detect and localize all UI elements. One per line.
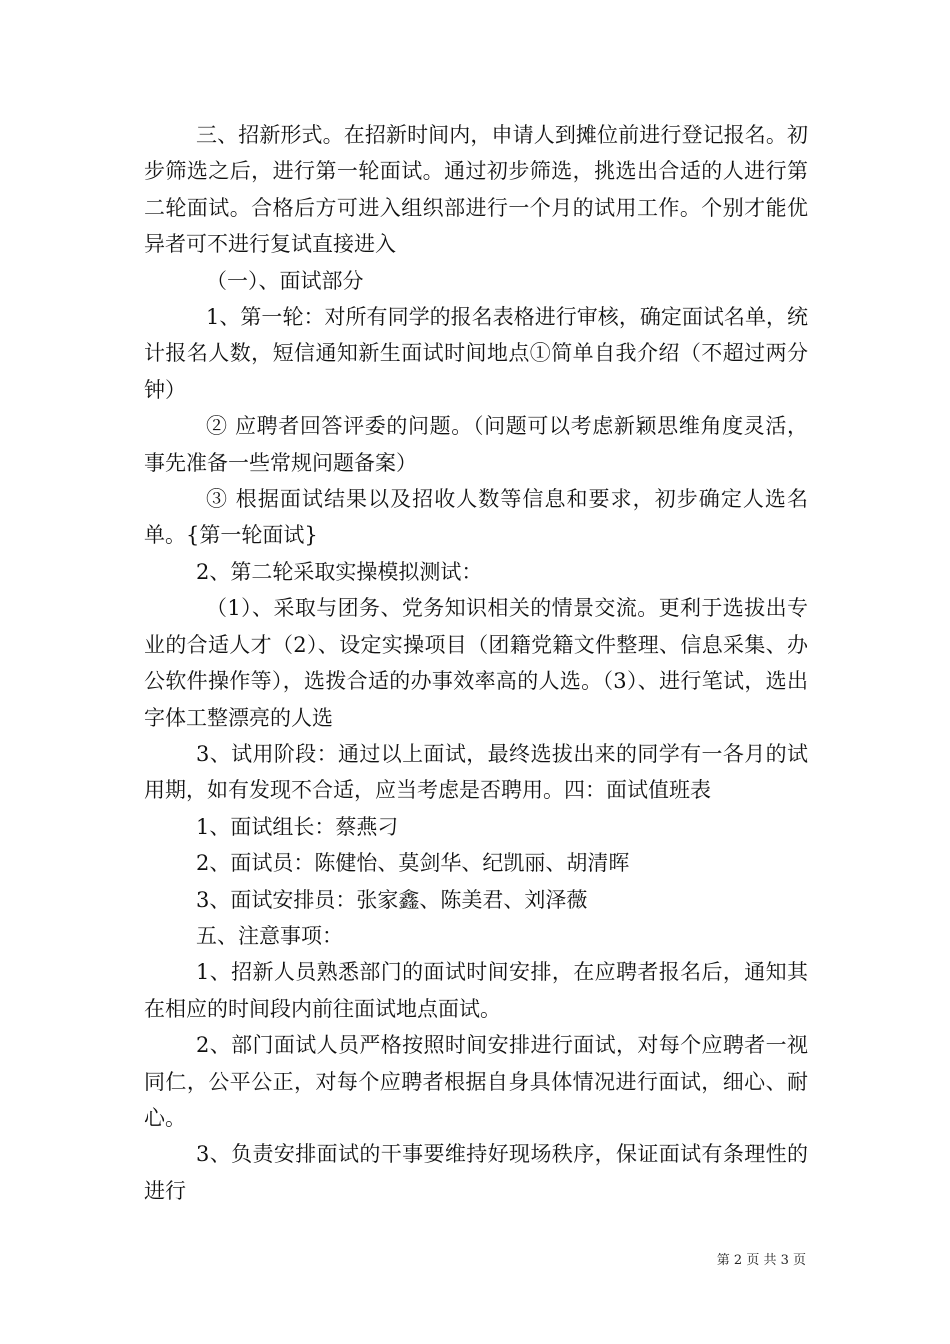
paragraph-note-2: 2、部门面试人员严格按照时间安排进行面试，对每个应聘者一视同仁，公平公正，对每个应聘者根据自身具体情况进行面试，细心、耐心。 bbox=[144, 1033, 808, 1130]
page-number-footer: 第 2 页 共 3 页 bbox=[716, 1253, 806, 1268]
paragraph-second-round: 2、第二轮采取实操模拟测试： bbox=[196, 559, 483, 584]
paragraph-interview-leader: 1、面试组长：蔡燕刁 bbox=[196, 814, 399, 839]
paragraph-note-1: 1、招新人员熟悉部门的面试时间安排，在应聘者报名后，通知其在相应的时间段内前往面试地点面试。 bbox=[144, 960, 808, 1021]
document-body bbox=[144, 117, 808, 1209]
paragraph-interviewers: 2、面试员：陈健怡、莫剑华、纪凯丽、胡清晖 bbox=[196, 851, 630, 876]
paragraph-confirm-list: ③ 根据面试结果以及招收人数等信息和要求，初步确定人选名单。{第一轮面试} bbox=[144, 487, 808, 548]
paragraph-interview-arrangers: 3、面试安排员：张家鑫、陈美君、刘泽薇 bbox=[196, 887, 588, 912]
section-heading-notes: 五、注意事项： bbox=[196, 923, 343, 948]
paragraph-second-round-details: （1）、采取与团务、党务知识相关的情景交流。更利于选拔出专业的合适人才（2）、设定实操项目（团籍党籍文件整理、信息采集、办公软件操作等），选拨合适的办事效率高的人选。（3）、进行笔试，选出字体工整漂亮的人选 bbox=[144, 596, 808, 730]
paragraph-note-3: 3、负责安排面试的干事要维持好现场秩序，保证面试有条理性的进行 bbox=[144, 1142, 808, 1203]
paragraph-recruitment-format: 三、招新形式。在招新时间内，申请人到摊位前进行登记报名。初步筛选之后，进行第一轮面试。通过初步筛选，挑选出合适的人进行第二轮面试。合格后方可进入组织部进行一个月的试用工作。个别才能优异者可不进行复试直接进入 bbox=[144, 123, 808, 257]
paragraph-trial-period: 3、试用阶段：通过以上面试，最终选拔出来的同学有一各月的试用期，如有发现不合适，应当考虑是否聘用。四：面试值班表 bbox=[144, 741, 808, 803]
section-heading-interview: （一）、面试部分 bbox=[206, 268, 364, 293]
paragraph-first-round: 1、第一轮：对所有同学的报名表格进行审核，确定面试名单，统计报名人数，短信通知新生面试时间地点①简单自我介绍（不超过两分钟） bbox=[144, 305, 808, 402]
paragraph-answer-questions: ② 应聘者回答评委的问题。（问题可以考虑新颖思维角度灵活，事先准备一些常规问题备案） bbox=[144, 414, 808, 475]
